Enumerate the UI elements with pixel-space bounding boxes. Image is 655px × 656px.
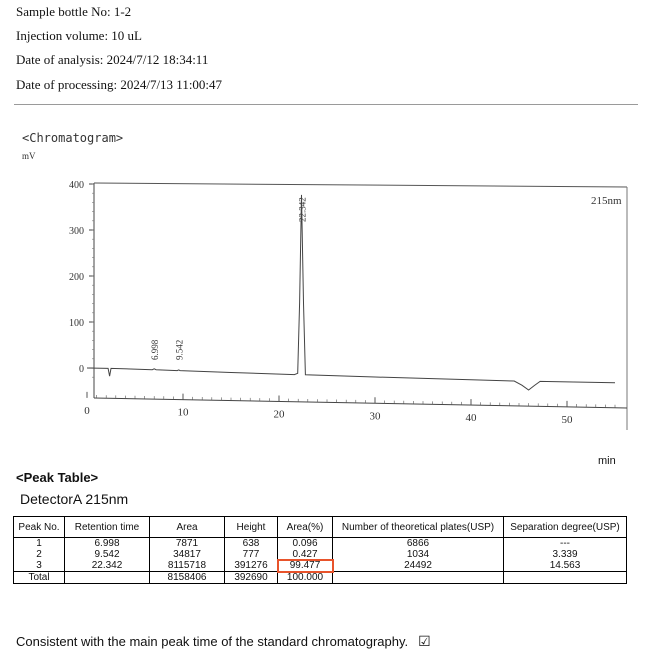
sample-bottle-line: Sample bottle No: 1-2 xyxy=(16,4,132,19)
cell-area: 7871 xyxy=(150,538,225,550)
cell-area-percent: 0.427 xyxy=(278,549,333,560)
checkbox-checked-icon: ☑ xyxy=(418,633,431,649)
y-unit-label: mV xyxy=(22,151,36,161)
x-tick-label: 10 xyxy=(177,406,189,419)
cell-area-percent: 0.096 xyxy=(278,538,333,550)
y-tick-label: 0 xyxy=(79,364,84,375)
y-tick-label: 400 xyxy=(69,180,84,191)
chromatogram-chart xyxy=(0,160,655,460)
x-tick-label: 0 xyxy=(84,404,90,417)
cell-theoretical-plates: 24492 xyxy=(333,560,504,572)
cell-retention-time: 6.998 xyxy=(65,538,150,550)
col-height: Height xyxy=(225,517,278,538)
date-of-processing-line: Date of processing: 2024/7/13 11:00:47 xyxy=(16,77,223,92)
x-tick-label: 50 xyxy=(561,413,573,426)
cell-total-label: Total xyxy=(14,572,65,584)
x-tick-label: 20 xyxy=(273,408,285,421)
highlighted-area-percent-cell: 99.477 xyxy=(278,560,333,572)
cell-total-height: 392690 xyxy=(225,572,278,584)
table-row xyxy=(14,538,627,550)
col-peak-no: Peak No. xyxy=(14,517,65,538)
col-area-percent: Area(%) xyxy=(278,517,333,538)
peak-annotation: 9.542 xyxy=(174,339,185,360)
col-separation-degree: Separation degree(USP) xyxy=(504,517,627,538)
cell-separation-degree: --- xyxy=(504,538,627,550)
table-row xyxy=(14,560,627,572)
plot-bottom-axis xyxy=(94,398,627,408)
cell-height: 638 xyxy=(225,538,278,550)
peak-table-title: <Peak Table> xyxy=(16,470,99,485)
x-tick-label: 40 xyxy=(465,412,477,425)
cell-total-area-percent: 100.000 xyxy=(278,572,333,584)
plot-top-border xyxy=(94,183,627,187)
peak-annotation: 22.342 xyxy=(297,197,308,222)
peak-table-header-row xyxy=(14,517,627,538)
total-row xyxy=(14,572,627,584)
chromatogram-label: <Chromatogram> xyxy=(22,131,124,145)
date-of-analysis-line: Date of analysis: 2024/7/12 18:34:11 xyxy=(16,52,209,67)
cell-total-retention xyxy=(65,572,150,584)
peak-table xyxy=(13,516,627,584)
cell-height: 391276 xyxy=(225,560,278,572)
y-tick-label: 100 xyxy=(69,318,84,329)
cell-theoretical-plates: 1034 xyxy=(333,549,504,560)
wavelength-legend: 215nm xyxy=(591,195,622,207)
conclusion-line xyxy=(16,633,431,650)
y-tick-label: 300 xyxy=(69,226,84,237)
cell-separation-degree: 14.563 xyxy=(504,560,627,572)
cell-theoretical-plates: 6866 xyxy=(333,538,504,550)
cell-height: 777 xyxy=(225,549,278,560)
cell-peak-no: 3 xyxy=(14,560,65,572)
cell-total-plates xyxy=(333,572,504,584)
x-unit-label: min xyxy=(598,455,616,467)
cell-total-separation xyxy=(504,572,627,584)
detector-label: DetectorA 215nm xyxy=(20,491,129,507)
chromatogram-trace xyxy=(87,195,615,390)
cell-peak-no: 1 xyxy=(14,538,65,550)
header-divider xyxy=(14,104,638,105)
cell-area: 8115718 xyxy=(150,560,225,572)
cell-retention-time: 9.542 xyxy=(65,549,150,560)
cell-total-area: 8158406 xyxy=(150,572,225,584)
table-row xyxy=(14,549,627,560)
cell-area: 34817 xyxy=(150,549,225,560)
x-tick-label: 30 xyxy=(369,410,381,423)
cell-separation-degree: 3.339 xyxy=(504,549,627,560)
injection-volume-line: Injection volume: 10 uL xyxy=(16,28,143,43)
y-tick-label: 200 xyxy=(69,272,84,283)
peak-annotation: 6.998 xyxy=(150,339,161,360)
cell-retention-time: 22.342 xyxy=(65,560,150,572)
col-area: Area xyxy=(150,517,225,538)
conclusion-text: Consistent with the main peak time of the standard chromatography. xyxy=(16,634,409,649)
col-retention-time: Retention time xyxy=(65,517,150,538)
col-theoretical-plates: Number of theoretical plates(USP) xyxy=(333,517,504,538)
cell-peak-no: 2 xyxy=(14,549,65,560)
